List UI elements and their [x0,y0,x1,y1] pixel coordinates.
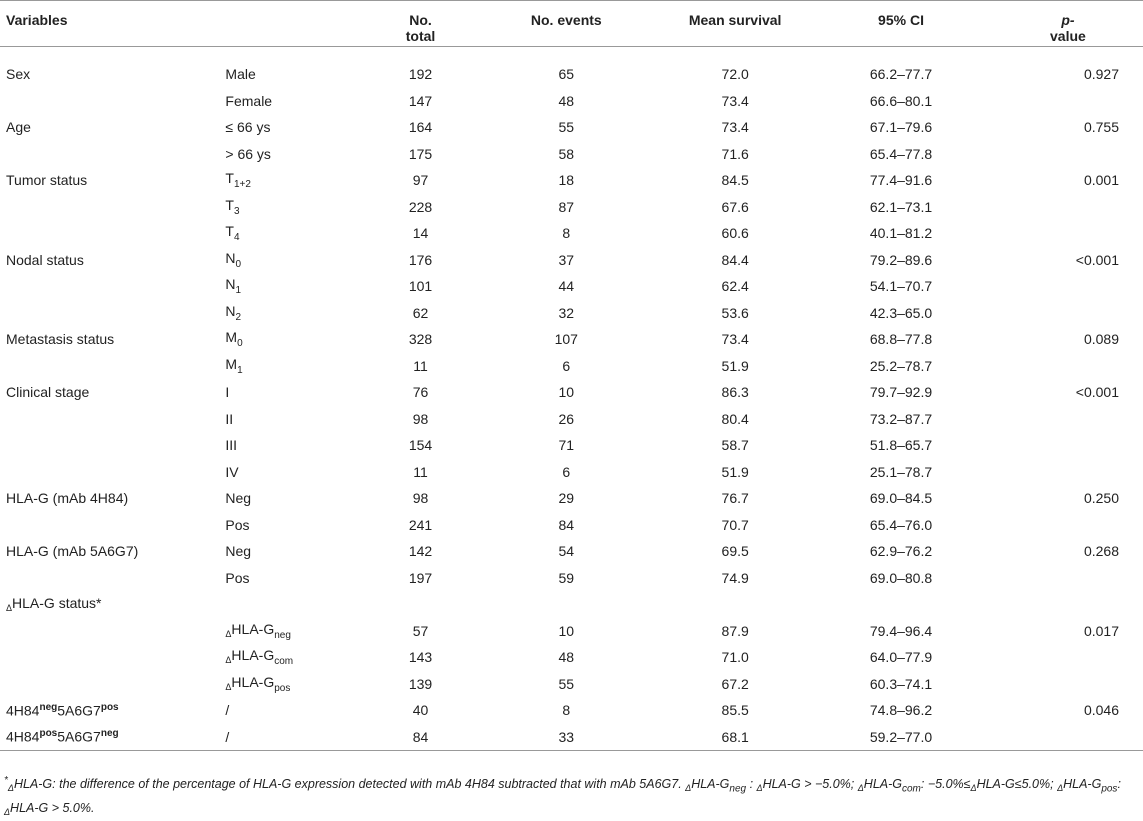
header-p-value: p- value [1050,12,1086,44]
header-ci: 95% CI [878,12,924,28]
cell-no-total: 228 [408,198,433,215]
cell-variable [0,512,219,539]
cell-variable [0,220,219,247]
cell-subgroup: ≤ 66 ys [225,119,271,136]
cell-no-total: 76 [412,384,429,401]
cell-subgroup: $M_0$ [225,329,243,350]
cell-p-value [993,141,1143,168]
table-row [0,273,1143,300]
cell-no-events: 32 [558,304,575,321]
table-row [0,697,1143,724]
cell-p-value [993,220,1143,247]
cell-no-total: 62 [412,304,429,321]
table-body [0,47,1143,751]
cell-p-value [993,512,1143,539]
cell-variable: Nodal status [6,251,84,268]
cell-subgroup: $T_{1+2}$ [225,170,251,191]
cell-subgroup: $T_4$ [225,223,240,244]
cell-no-events: 37 [558,251,575,268]
cell-ci: 62.1–73.1 [869,198,933,215]
cell-no-total: 11 [413,357,428,374]
cell-no-total: 241 [408,516,433,533]
cell-subgroup: > 66 ys [225,145,271,162]
cell-empty [809,591,993,618]
cell-variable [0,406,219,433]
cell-ci: 74.8–96.2 [869,702,933,719]
cell-p-value: <0.001 [1075,384,1119,401]
cell-ci: 68.8–77.8 [869,331,933,348]
cell-mean-survival: 73.4 [721,92,749,109]
cell-ci: 25.2–78.7 [869,357,933,374]
cell-mean-survival: 58.7 [721,437,749,454]
cell-no-events: 107 [554,331,578,348]
cell-p-value [993,432,1143,459]
table-row [0,485,1143,512]
table-footnote: *$_\Delta$HLA-G: the difference of the percentage of HLA-G expression detected with mAb 4H84 subtracted that with mAb 5A6G7. $_\Delta HLA-G_{neg}$ : $_\Delta$HLA-G > −5.0%; $_\Delta HLA-G_{com}$: $-5.0\%\le_\Delta HLA-G\le 5.0\%$; $_\Delta HLA-G_{pos}$: $_\Delta$HLA-G > 5.0%. [4,775,1121,817]
cell-p-value [993,565,1143,592]
cell-mean-survival: 69.5 [721,543,749,560]
cell-no-events: 10 [558,384,575,401]
cell-mean-survival: 51.9 [721,357,749,374]
cell-variable [0,671,219,698]
cell-p-value [993,644,1143,671]
cell-no-total: 328 [408,331,433,348]
cell-subgroup: $N_1$ [225,276,242,297]
table-row-delta-status [0,591,1143,618]
cell-no-total: 142 [408,543,433,560]
cell-mean-survival: 68.1 [721,728,749,745]
cell-mean-survival: 87.9 [721,622,749,639]
table-row [0,220,1143,247]
cell-p-value: 0.927 [1083,66,1119,83]
cell-no-events: 29 [558,490,575,507]
cell-no-events: 8 [562,225,571,242]
cell-p-value: 0.250 [1083,490,1119,507]
cell-subgroup: / [225,728,230,745]
cell-no-total: 11 [413,463,428,480]
cell-p-value: 0.089 [1083,331,1119,348]
cell-subgroup: $N_0$ [225,249,242,270]
table-row [0,247,1143,274]
header-subgroup [219,1,369,47]
cell-no-total: 97 [412,172,429,189]
cell-p-value: 0.017 [1083,622,1119,639]
cell-variable [0,618,219,645]
cell-ci: 67.1–79.6 [869,119,933,136]
cell-no-events: 58 [558,145,575,162]
cell-variable [0,459,219,486]
table-row [0,512,1143,539]
cell-mean-survival: 67.6 [721,198,749,215]
cell-ci: 69.0–80.8 [869,569,933,586]
cell-mean-survival: 71.6 [721,145,749,162]
cell-mean-survival: 70.7 [721,516,749,533]
cell-p-value [993,459,1143,486]
table-row [0,88,1143,115]
cell-p-value [993,273,1143,300]
header-mean-survival: Mean survival [688,12,782,28]
cell-variable [0,273,219,300]
cell-no-total: 14 [412,225,429,242]
table-row [0,353,1143,380]
cell-subgroup: Pos [225,569,250,586]
cell-no-total: 176 [408,251,433,268]
cell-ci: 62.9–76.2 [869,543,933,560]
table-row [0,141,1143,168]
cell-subgroup: I [225,384,230,401]
table-row [0,406,1143,433]
table-header-row [0,1,1143,47]
cell-ci: 42.3–65.0 [869,304,933,321]
table-row [0,671,1143,698]
cell-ci: 59.2–77.0 [869,728,933,745]
cell-mean-survival: 71.0 [721,649,749,666]
cell-mean-survival: 53.6 [721,304,749,321]
cell-subgroup: Female [225,92,273,109]
header-no-events: No. events [530,12,602,28]
cell-p-value: <0.001 [1075,251,1119,268]
cell-subgroup: $_\Delta HLA-G_{neg}$ [225,620,291,641]
cell-mean-survival: 73.4 [721,331,749,348]
cell-subgroup: III [225,437,238,454]
cell-no-events: 54 [558,543,575,560]
cell-empty [661,591,809,618]
cell-p-value: 0.755 [1083,119,1119,136]
cell-no-events: 55 [558,119,575,136]
cell-ci: 54.1–70.7 [869,278,933,295]
cell-p-value [993,88,1143,115]
cell-variable: HLA-G (mAb 5A6G7) [6,543,139,560]
cell-variable: Clinical stage [6,384,90,401]
cell-no-total: 147 [408,92,433,109]
cell-no-events: 65 [558,66,575,83]
cell-mean-survival: 67.2 [721,675,749,692]
cell-subgroup: $N_2$ [225,302,242,323]
cell-no-events: 71 [558,437,575,454]
cell-empty [219,591,369,618]
cell-variable [0,141,219,168]
cell-p-value: 0.001 [1083,172,1119,189]
cell-variable: $_\Delta$HLA-G status* [6,595,102,614]
cell-no-total: 192 [408,66,433,83]
cell-no-total: 98 [412,490,429,507]
cell-ci: 73.2–87.7 [869,410,933,427]
cell-ci: 77.4–91.6 [869,172,933,189]
cell-no-total: 57 [412,622,429,639]
cell-no-events: 48 [558,92,575,109]
cell-p-value [993,671,1143,698]
table-row [0,61,1143,88]
cell-no-events: 44 [558,278,575,295]
cell-empty [993,591,1143,618]
cell-variable [0,644,219,671]
cell-ci: 79.2–89.6 [869,251,933,268]
table-row [0,379,1143,406]
cell-no-events: 18 [558,172,575,189]
cell-variable [0,88,219,115]
cell-mean-survival: 62.4 [721,278,749,295]
cell-no-total: 84 [412,728,429,745]
cell-p-value [993,724,1143,751]
cell-empty [370,591,472,618]
cell-subgroup: $T_3$ [225,196,240,217]
cell-p-value [993,406,1143,433]
table-row [0,300,1143,327]
cell-subgroup: Male [225,66,256,83]
cell-mean-survival: 84.5 [721,172,749,189]
cell-no-events: 8 [562,702,571,719]
cell-subgroup: $_\Delta HLA-G_{com}$ [225,647,294,668]
cell-mean-survival: 76.7 [721,490,749,507]
table-row [0,618,1143,645]
table-row [0,432,1143,459]
cell-ci: 64.0–77.9 [869,649,933,666]
cell-subgroup: IV [225,463,239,480]
cell-mean-survival: 84.4 [721,251,749,268]
cell-no-total: 40 [412,702,429,719]
cell-ci: 51.8–65.7 [869,437,933,454]
cell-p-value [993,300,1143,327]
cell-subgroup: $M_1$ [225,355,243,376]
cell-ci: 65.4–76.0 [869,516,933,533]
cell-no-events: 10 [558,622,575,639]
header-no-total: No. total [405,12,436,44]
table-row [0,326,1143,353]
table-row [0,459,1143,486]
cell-no-events: 87 [558,198,575,215]
cell-variable: $4H84^{pos}5A6G7^{neg}$ [6,728,119,746]
table-row [0,194,1143,221]
cell-ci: 25.1–78.7 [869,463,933,480]
cell-no-total: 139 [408,675,433,692]
cell-empty [471,591,661,618]
cell-no-events: 84 [558,516,575,533]
cell-no-events: 26 [558,410,575,427]
cell-ci: 60.3–74.1 [869,675,933,692]
cell-no-events: 55 [558,675,575,692]
cell-mean-survival: 85.5 [721,702,749,719]
cell-mean-survival: 80.4 [721,410,749,427]
table-row [0,114,1143,141]
cell-mean-survival: 74.9 [721,569,749,586]
cell-variable [0,194,219,221]
cell-no-events: 6 [562,463,571,480]
cell-mean-survival: 73.4 [721,119,749,136]
cell-ci: 40.1–81.2 [869,225,933,242]
cell-p-value: 0.046 [1083,702,1119,719]
cell-variable: $4H84^{neg}5A6G7^{pos}$ [6,701,119,719]
cell-ci: 69.0–84.5 [869,490,933,507]
cell-no-total: 164 [408,119,433,136]
cell-variable: Tumor status [6,172,88,189]
cell-ci: 79.4–96.4 [869,622,933,639]
cell-subgroup: $_\Delta HLA-G_{pos}$ [225,673,291,694]
cell-variable [0,432,219,459]
table-row [0,565,1143,592]
cell-variable: Age [6,119,31,136]
table-row [0,724,1143,751]
spacer-row [0,47,1143,62]
cell-variable [0,300,219,327]
cell-no-total: 154 [408,437,433,454]
cell-mean-survival: 86.3 [721,384,749,401]
cell-p-value: 0.268 [1083,543,1119,560]
cell-variable: Sex [6,66,31,83]
table-row [0,538,1143,565]
cell-subgroup: Neg [225,490,252,507]
table-row [0,644,1143,671]
cell-p-value [993,194,1143,221]
cell-subgroup: / [225,702,230,719]
cell-no-total: 175 [408,145,433,162]
header-variables: Variables [6,12,68,28]
cell-no-total: 143 [408,649,433,666]
cell-ci: 66.2–77.7 [869,66,933,83]
cell-no-events: 59 [558,569,575,586]
cell-no-events: 48 [558,649,575,666]
cell-ci: 65.4–77.8 [869,145,933,162]
cell-no-total: 101 [408,278,433,295]
cell-no-total: 98 [412,410,429,427]
cell-ci: 79.7–92.9 [869,384,933,401]
cell-variable [0,353,219,380]
cell-ci: 66.6–80.1 [869,92,933,109]
cell-variable: Metastasis status [6,331,115,348]
cell-subgroup: Pos [225,516,250,533]
cell-no-total: 197 [408,569,433,586]
cell-variable: HLA-G (mAb 4H84) [6,490,129,507]
cell-mean-survival: 60.6 [721,225,749,242]
cell-subgroup: Neg [225,543,252,560]
cell-no-events: 33 [558,728,575,745]
cell-mean-survival: 72.0 [721,66,749,83]
table-row [0,167,1143,194]
cell-variable [0,565,219,592]
cell-subgroup: II [225,410,234,427]
cell-p-value [993,353,1143,380]
cell-no-events: 6 [562,357,571,374]
cell-mean-survival: 51.9 [721,463,749,480]
